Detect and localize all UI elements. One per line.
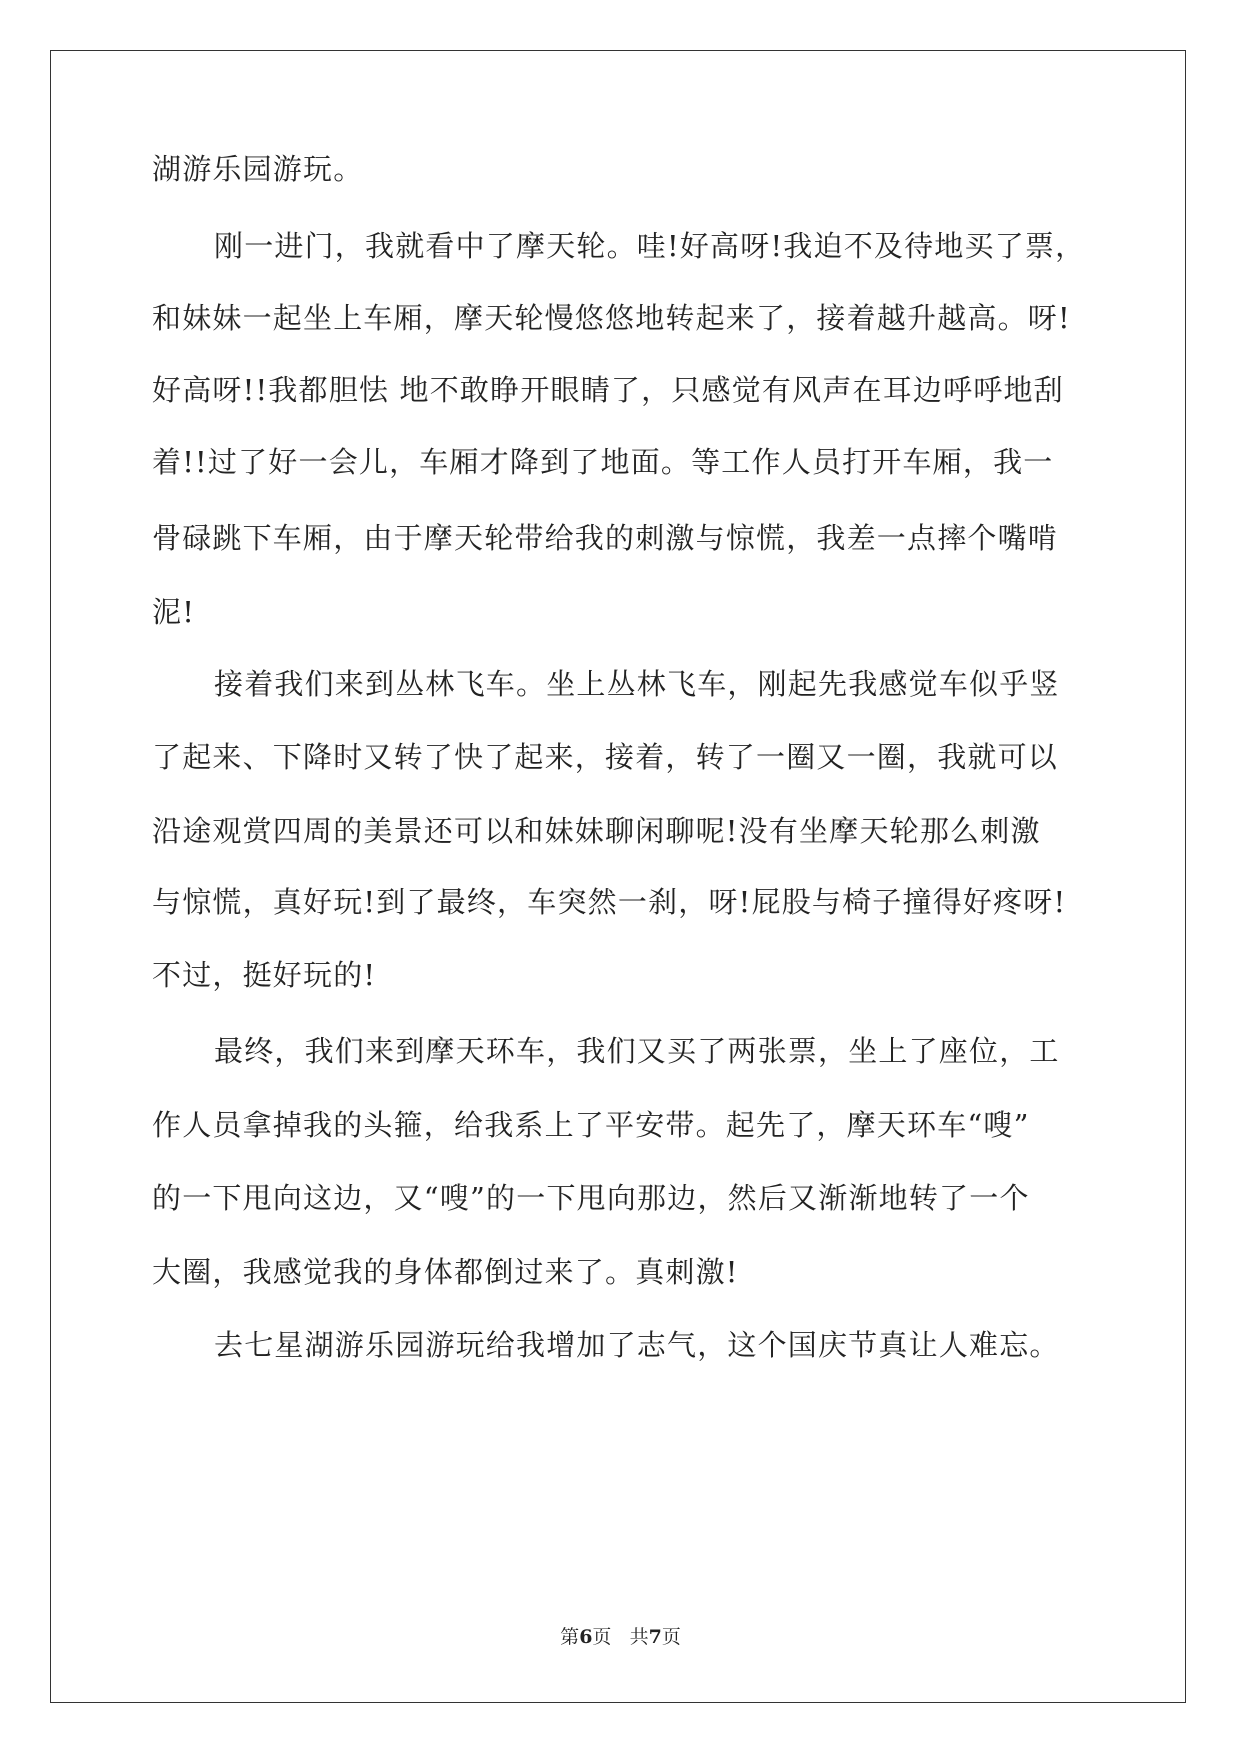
text-line: 不过，挺好玩的! [152, 958, 377, 992]
total-suffix: 页 [661, 1626, 681, 1648]
text-line: 作人员拿掉我的头箍，给我系上了平安带。起先了，摩天环车“嗖” [152, 1108, 1030, 1142]
text-line: 最终，我们来到摩天环车，我们又买了两张票，坐上了座位，工 [214, 1034, 1060, 1068]
current-page-number: 6 [579, 1626, 593, 1648]
text-line: 好高呀!!我都胆怯 地不敢睁开眼睛了，只感觉有风声在耳边呼呼地刮 [152, 373, 1064, 407]
text-line: 去七星湖游乐园游玩给我增加了志气，这个国庆节真让人难忘。 [214, 1328, 1060, 1362]
total-page-number: 7 [648, 1626, 662, 1648]
text-line: 与惊慌，真好玩!到了最终，车突然一刹，呀!屁股与椅子撞得好疼呀! [152, 885, 1067, 919]
text-line: 接着我们来到丛林飞车。坐上丛林飞车，刚起先我感觉车似乎竖 [214, 667, 1060, 701]
text-line: 骨碌跳下车厢，由于摩天轮带给我的刺激与惊慌，我差一点摔个嘴啃 [152, 521, 1059, 555]
text-line: 大圈，我感觉我的身体都倒过来了。真刺激! [152, 1255, 739, 1289]
text-line: 了起来、下降时又转了快了起来，接着，转了一圈又一圈，我就可以 [152, 740, 1059, 774]
text-line: 湖游乐园游玩。 [152, 152, 364, 186]
text-line: 着!!过了好一会儿，车厢才降到了地面。等工作人员打开车厢，我一 [152, 445, 1054, 479]
text-line: 和妹妹一起坐上车厢，摩天轮慢悠悠地转起来了，接着越升越高。呀! [152, 301, 1071, 335]
text-line: 泥! [152, 595, 196, 629]
page-suffix: 页 [592, 1626, 612, 1648]
text-line: 刚一进门，我就看中了摩天轮。哇!好高呀!我迫不及待地买了票， [214, 229, 1086, 263]
page-footer [0, 1624, 1241, 1650]
page-prefix: 第 [560, 1626, 580, 1648]
text-line: 沿途观赏四周的美景还可以和妹妹聊闲聊呢!没有坐摩天轮那么刺激 [152, 814, 1041, 848]
text-line: 的一下甩向这边，又“嗖”的一下甩向那边，然后又渐渐地转了一个 [152, 1181, 1030, 1215]
total-prefix: 共 [629, 1626, 649, 1648]
